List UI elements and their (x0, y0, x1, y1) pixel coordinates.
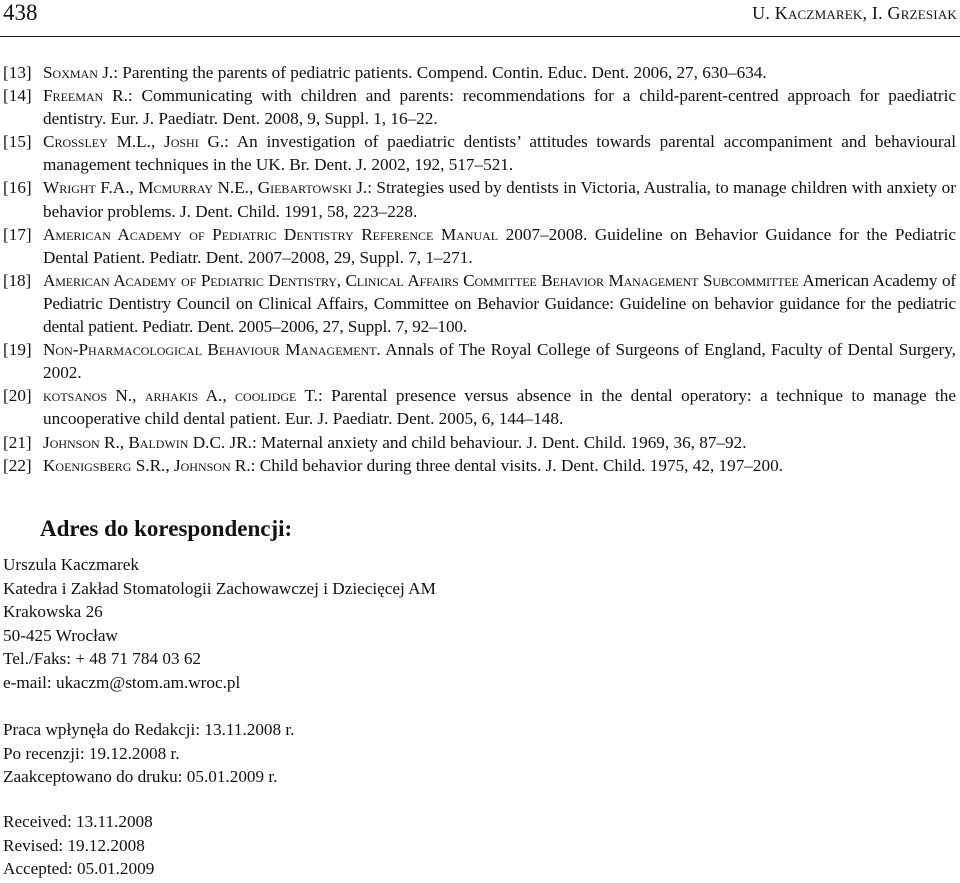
date-accepted-en: Accepted: 05.01.2009 (3, 859, 155, 879)
street-address: Krakowska 26 (3, 602, 103, 622)
reference-text: : Maternal anxiety and child behaviour. J. Dent. Child. 1969, 36, 87–92. (251, 432, 747, 452)
postal-city: 50-425 Wrocław (3, 625, 118, 645)
reference-number: [13] (3, 63, 32, 82)
reference-number: [21] (3, 432, 32, 452)
reference-item-19 (3, 338, 956, 384)
reference-number: [20] (3, 386, 32, 406)
reference-item-18 (3, 269, 956, 338)
reference-text: 2007–2008. Guideline on Behavior Guidance for the Pediatric Dental Patient. Pediatr. Dent. 2007–2008, 29, Suppl. 7, 1–271. (43, 224, 956, 267)
reference-item-17 (3, 223, 956, 269)
reference-authors: Crossley M.L., Joshi G. (43, 132, 225, 152)
date-received-en: Received: 13.11.2008 (3, 812, 153, 831)
reference-text: : Strategies used by dentists in Victoria, Australia, to manage children with anxiety or behavior problems. J. Dent. Child. 1991, 58, 223–228. (43, 178, 956, 221)
reference-authors: American Academy of Pediatric Dentistry, Clinical Affairs Committee Behavior Management Subcommittee (43, 270, 799, 290)
reference-number: [15] (3, 132, 32, 152)
reference-text: : Parenting the parents of pediatric patients. Compend. Contin. Educ. Dent. 2006, 27, 630–634. (113, 63, 767, 82)
reference-item-16 (3, 176, 956, 222)
reference-text: American Academy of Pediatric Dentistry Council on Clinical Affairs, Committee on Behavior Guidance: Guideline on behavior guidance for the pediatric dental patient. Pediatr. Dent. 2005–2006, 27, Suppl. 7, 92–100. (43, 270, 956, 337)
email-address: e-mail: ukaczm@stom.am.wroc.pl (3, 672, 241, 692)
reference-item-14 (3, 84, 956, 130)
page-number: 438 (3, 0, 38, 25)
reference-number: [14] (3, 86, 32, 106)
dates-polish (3, 718, 294, 789)
running-head: U. Kaczmarek, I. Grzesiak (752, 3, 957, 23)
phone-fax: Tel./Faks: + 48 71 784 03 62 (3, 649, 202, 669)
reference-text: : Child behavior during three dental visits. J. Dent. Child. 1975, 42, 197–200. (250, 455, 783, 475)
dates-english (3, 810, 154, 881)
author-name: Urszula Kaczmarek (3, 555, 139, 574)
reference-text: . Annals of The Royal College of Surgeons of England, Faculty of Dental Surgery, 2002. (43, 340, 956, 383)
reference-text: : An investigation of paediatric dentists’ attitudes towards parental accompaniment and behavioural management techniques in the UK. Br. Dent. J. 2002, 192, 517–521. (43, 132, 956, 175)
reference-number: [18] (3, 270, 32, 290)
reference-authors: American Academy of Pediatric Dentistry Reference Manual (43, 224, 499, 244)
reference-item-22 (3, 454, 956, 477)
correspondence-heading: Adres do korespondencji: (40, 516, 293, 541)
date-received-pl: Praca wpłynęła do Redakcji: 13.11.2008 r. (3, 720, 295, 739)
reference-item-20 (3, 384, 956, 430)
date-revised-en: Revised: 19.12.2008 (3, 835, 145, 855)
reference-item-15 (3, 130, 956, 176)
reference-number: [22] (3, 455, 32, 475)
reference-authors: Johnson R., Baldwin D.C. JR. (43, 432, 252, 452)
header-rule (0, 36, 960, 37)
reference-list (3, 61, 956, 477)
reference-number: [19] (3, 340, 32, 360)
reference-authors: Soxman J. (43, 63, 114, 82)
reference-number: [17] (3, 224, 32, 244)
reference-authors: kotsanos N., arhakis A., coolidge T. (43, 386, 318, 406)
reference-authors: Non-Pharmacological Behaviour Management (43, 340, 377, 360)
correspondence-address (3, 553, 436, 695)
reference-authors: Freeman R. (43, 86, 128, 106)
reference-number: [16] (3, 178, 32, 198)
reference-text: : Communicating with children and parents: recommendations for a child-parent-centred approach for paediatric dentistry. Eur. J. Paediatr. Dent. 2008, 9, Suppl. 1, 16–22. (43, 86, 956, 129)
reference-text: : Parental presence versus absence in the dental operatory: a technique to manage the uncooperative child dental patient. Eur. J. Paediatr. Dent. 2005, 6, 144–148. (43, 386, 956, 429)
department: Katedra i Zakład Stomatologii Zachowawczej i Dziecięcej AM (3, 578, 436, 598)
reference-item-21 (3, 431, 956, 454)
date-revised-pl: Po recenzji: 19.12.2008 r. (3, 743, 180, 763)
reference-item-13 (3, 61, 956, 84)
reference-authors: Wright F.A., Mcmurray N.E., Giebartowski J. (43, 178, 368, 198)
page-header (0, 0, 960, 36)
date-accepted-pl: Zaakceptowano do druku: 05.01.2009 r. (3, 767, 278, 787)
reference-authors: Koenigsberg S.R., Johnson R. (43, 455, 251, 475)
